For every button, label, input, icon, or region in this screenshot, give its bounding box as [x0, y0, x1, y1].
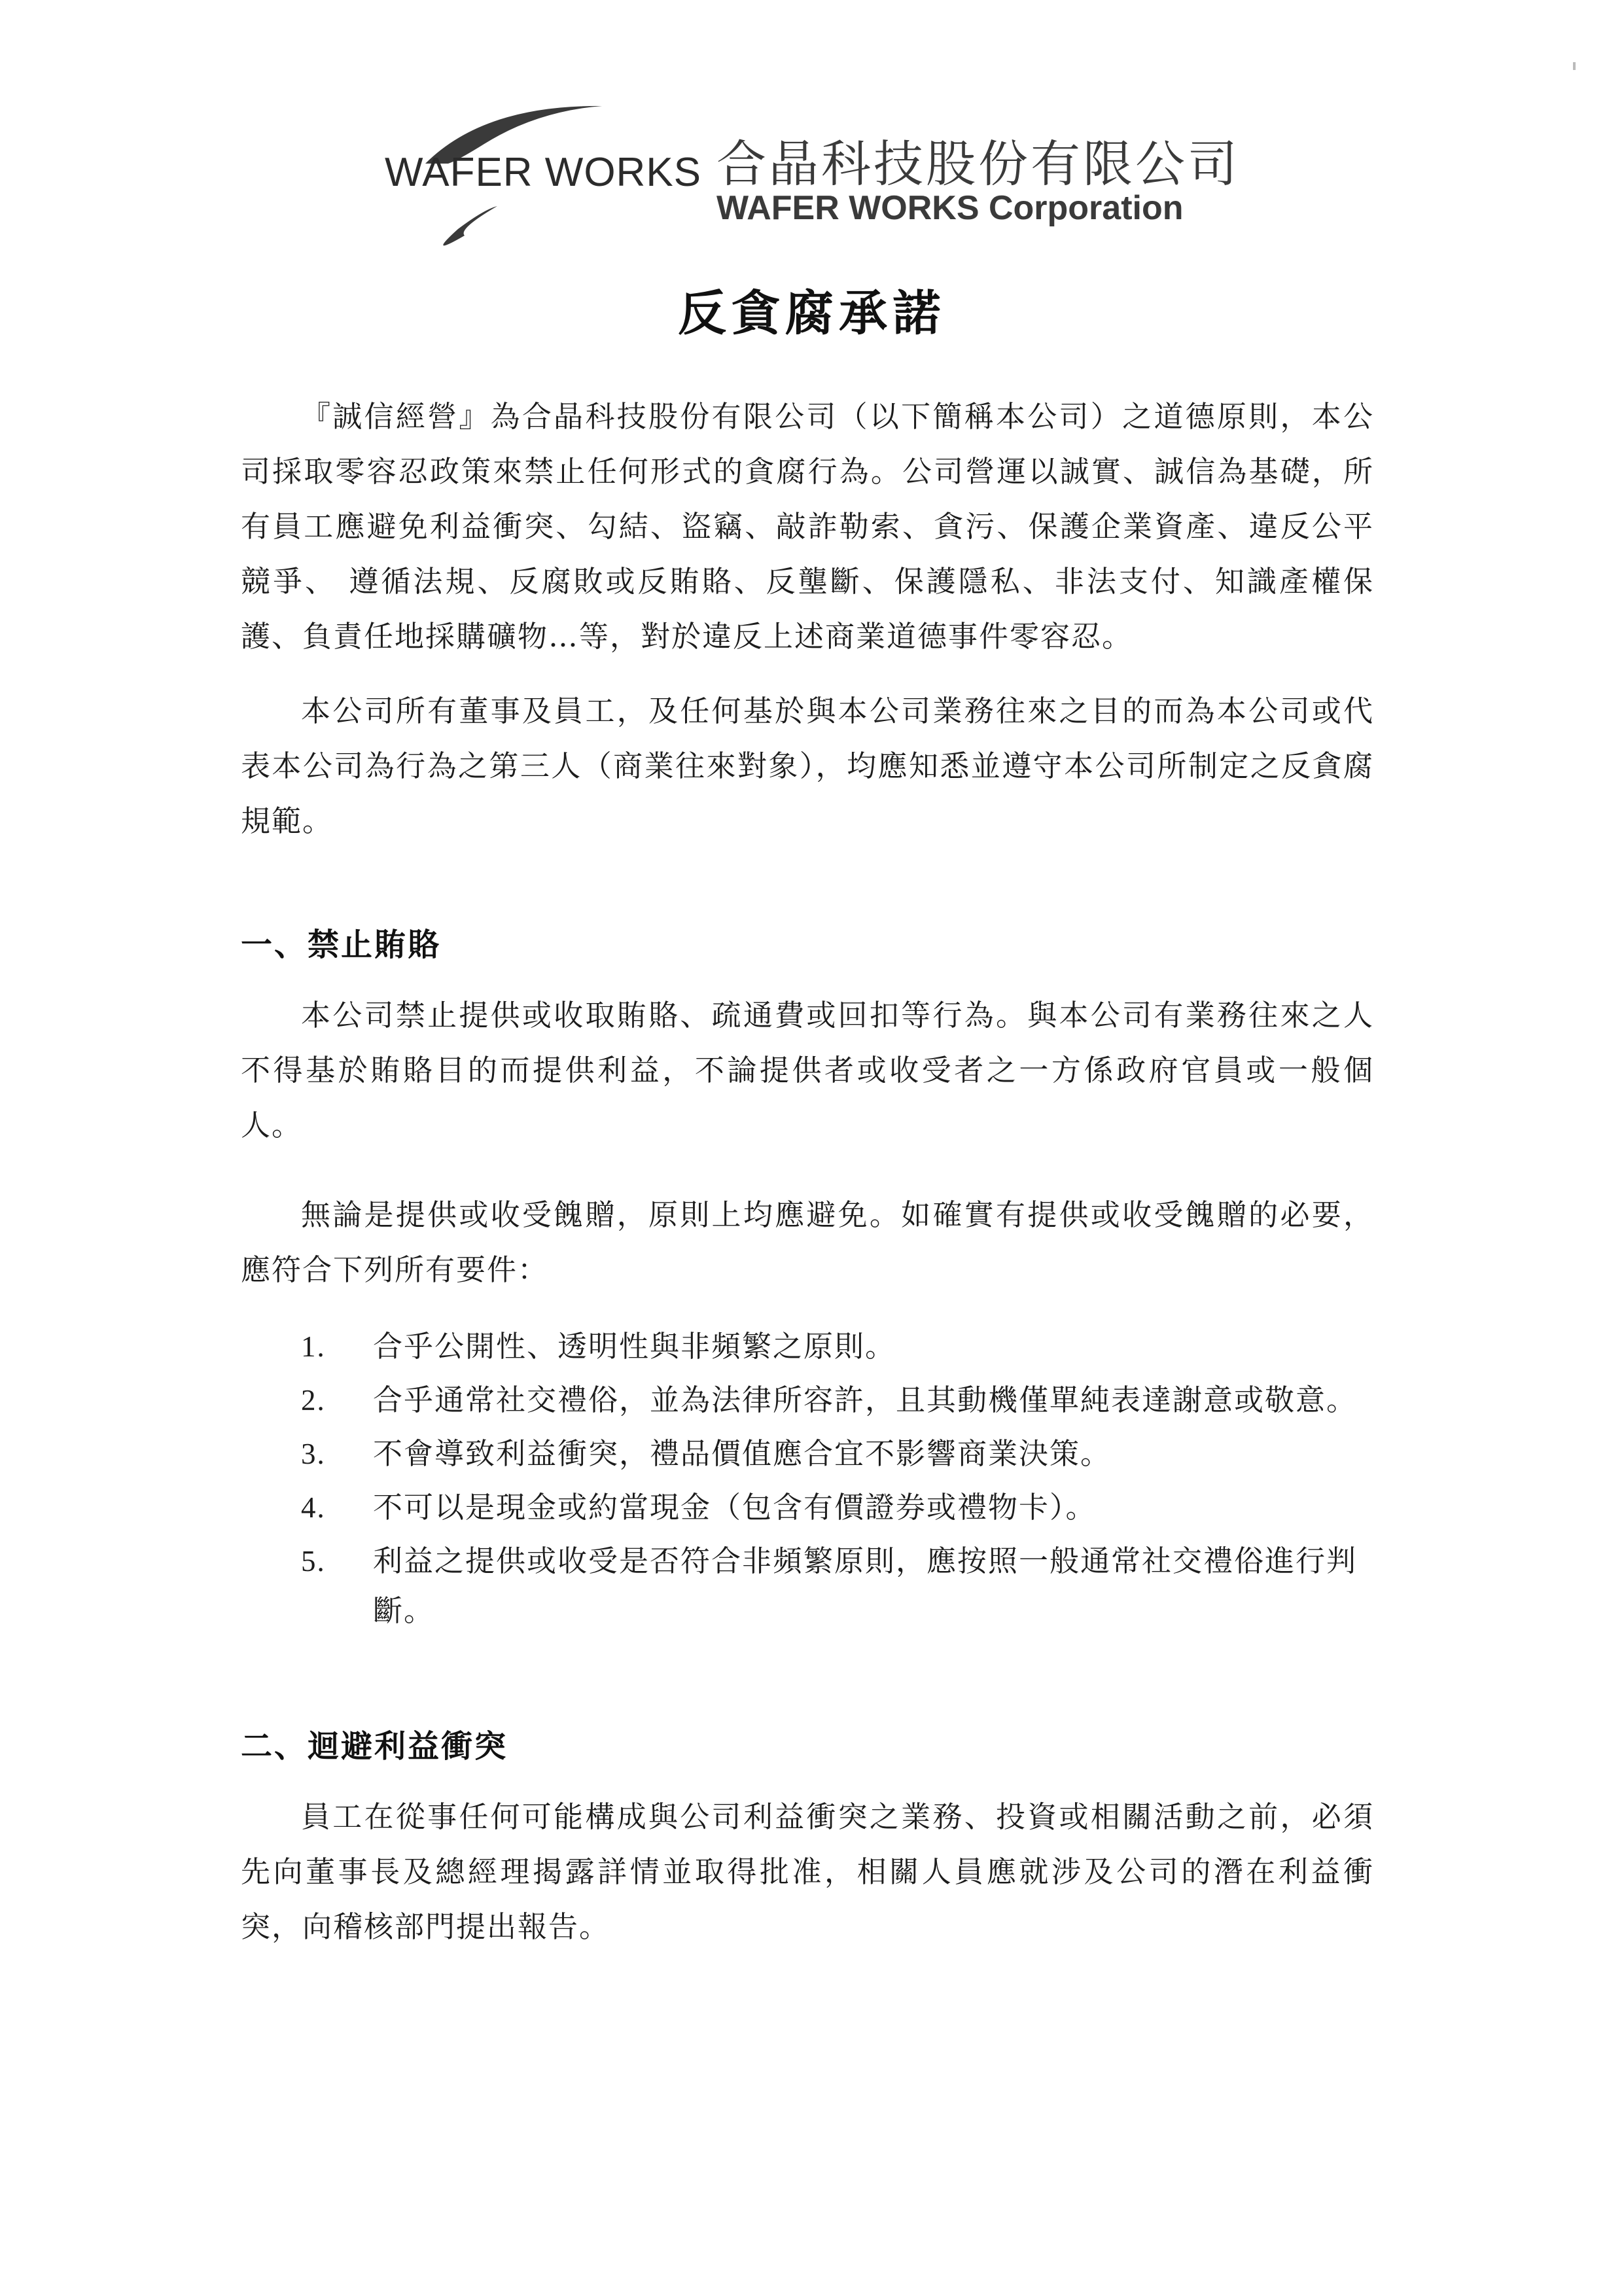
list-item-text: 合乎公開性、透明性與非頻繁之原則。 — [373, 1329, 896, 1364]
list-item-text: 利益之提供或收受是否符合非頻繁原則，應按照一般通常社交禮俗進行判斷。 — [373, 1544, 1358, 1628]
section-1-paragraph-2: 無論是提供或收受餽贈，原則上均應避免。如確實有提供或收受餽贈的必要，應符合下列所有要件： — [241, 1197, 1374, 1287]
list-item — [301, 1429, 1374, 1479]
intro-paragraph-2: 本公司所有董事及員工，及任何基於與本公司業務往來之目的而為本公司或代表本公司為行為之第三人（商業往來對象），均應知悉並遵守本公司所制定之反貪腐規範。 — [241, 694, 1374, 838]
list-item — [301, 1483, 1374, 1532]
company-name-en: WAFER WORKS Corporation — [716, 189, 1184, 227]
logo-wordmark: WAFER WORKS — [385, 150, 702, 195]
list-item-text: 不會導致利益衝突，禮品價值應合宜不影響商業決策。 — [373, 1436, 1112, 1471]
list-item — [301, 1375, 1374, 1425]
list-item-number: 5. — [301, 1545, 326, 1578]
section-2-heading: 二、迴避利益衝突 — [241, 1728, 508, 1765]
list-item-number: 4. — [301, 1491, 326, 1524]
section-1-heading: 一、禁止賄賂 — [241, 927, 442, 963]
list-item-text: 不可以是現金或約當現金（包含有價證券或禮物卡）。 — [373, 1490, 1097, 1525]
list-item-number: 3. — [301, 1438, 326, 1470]
requirements-list — [301, 1322, 1374, 1640]
section-1-paragraph-1: 本公司禁止提供或收取賄賂、疏通費或回扣等行為。與本公司有業務往來之人不得基於賄賂目的而提供利益，不論提供者或收受者之一方係政府官員或一般個人。 — [241, 998, 1374, 1142]
list-item — [301, 1322, 1374, 1371]
section-2-paragraph-1: 員工在從事任何可能構成與公司利益衝突之業務、投資或相關活動之前，必須先向董事長及總經理揭露詳情並取得批准，相關人員應就涉及公司的潛在利益衝突，向稽核部門提出報告。 — [241, 1799, 1374, 1944]
company-name-zh: 合晶科技股份有限公司 — [716, 135, 1240, 193]
document-title: 反貪腐承諾 — [678, 285, 946, 342]
list-item-number: 1. — [301, 1330, 326, 1363]
intro-paragraph-1: 『誠信經營』為合晶科技股份有限公司（以下簡稱本公司）之道德原則，本公司採取零容忍政策來禁止任何形式的貪腐行為。公司營運以誠實、誠信為基礎，所有員工應避免利益衝突、勾結、盜竊、敲詐勒索、貪污、保護企業資產、違反公平競爭、 遵循法規、反腐敗或反賄賂、反壟斷、保護隱私、非法支付、知識產權保護、負責任地採購礦物…等，對於違反上述商業道德事件零容忍。 — [241, 399, 1374, 654]
list-item-text: 合乎通常社交禮俗，並為法律所容許，且其動機僅單純表達謝意或敬意。 — [373, 1383, 1358, 1417]
list-item — [301, 1536, 1374, 1636]
list-item-number: 2. — [301, 1384, 326, 1417]
scan-artifact — [1573, 62, 1576, 70]
